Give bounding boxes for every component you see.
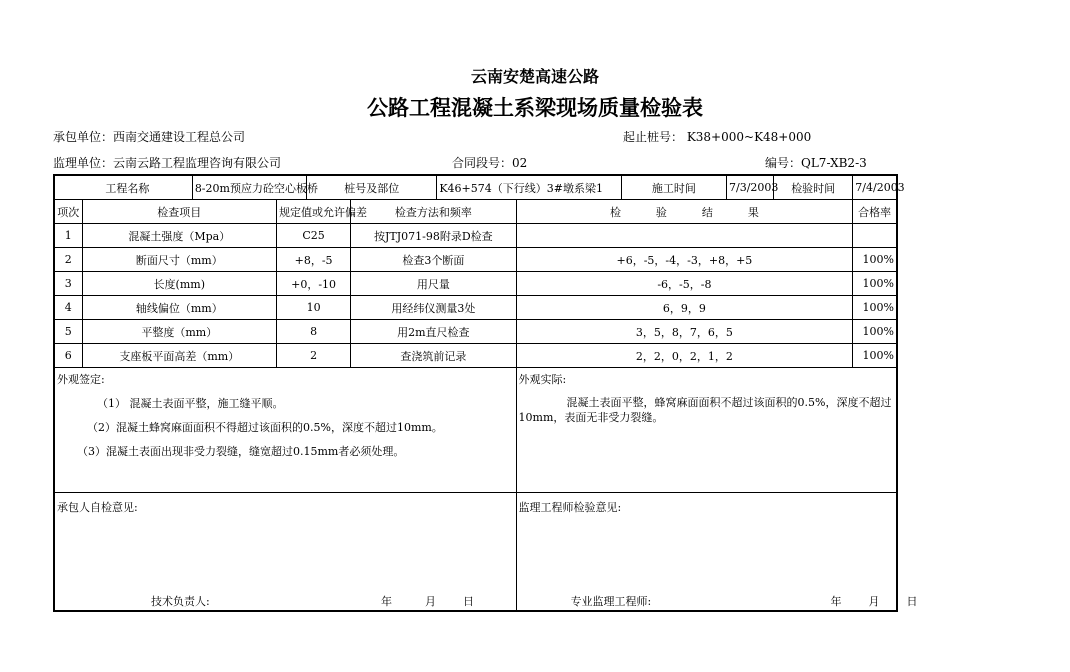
row-method: 用经纬仪测量3处 xyxy=(351,296,516,320)
col-method: 检查方法和频率 xyxy=(351,200,516,224)
sign-day: 日 xyxy=(906,595,918,608)
appearance-actual-label: 外观实际: xyxy=(518,373,567,386)
table-row xyxy=(54,296,897,320)
appearance-spec-label: 外观签定: xyxy=(57,373,105,386)
project-label: 工程名称 xyxy=(54,175,192,200)
supervisor-opinion xyxy=(516,493,918,612)
inspect-time-label: 检验时间 xyxy=(774,175,853,200)
table-row xyxy=(54,272,897,296)
row-item: 平整度（mm） xyxy=(82,320,276,344)
row-tolerance: 8 xyxy=(277,320,351,344)
row-item: 支座板平面高差（mm） xyxy=(82,344,276,368)
row-no: 6 xyxy=(54,344,82,368)
construct-time-value: 7/3/2003 xyxy=(727,175,774,200)
row-tolerance: 10 xyxy=(277,296,351,320)
supervisor-unit: 监理单位：云南云路工程监理咨询有限公司 xyxy=(53,156,282,170)
row-result: 2，2，0，2，1，2 xyxy=(516,344,853,368)
row-rate: 100% xyxy=(853,320,897,344)
appearance-actual-text: 混凝土表面平整，蜂窝麻面面积不超过该面积的0.5%，深度不超过10mm，表面无非受力裂缝。 xyxy=(518,396,892,424)
row-method: 按JTJ071-98附录D检查 xyxy=(351,224,516,248)
row-method: 用2m直尺检查 xyxy=(351,320,516,344)
appearance-spec-2: （2）混凝土蜂窝麻面面积不得超过该面积的0.5%，深度不超过10mm。 xyxy=(87,421,443,434)
supervisor-opinion-label: 监理工程师检验意见: xyxy=(518,501,622,514)
col-item: 检查项目 xyxy=(82,200,276,224)
project-value: 8-20m预应力砼空心板桥 xyxy=(192,175,306,200)
row-method: 查浇筑前记录 xyxy=(351,344,516,368)
appearance-spec-3: （3）混凝土表面出现非受力裂缝，缝宽超过0.15mm者必须处理。 xyxy=(77,445,405,458)
row-rate: 100% xyxy=(853,296,897,320)
position-value: K46+574（下行线）3#墩系梁1 xyxy=(437,175,621,200)
col-tolerance: 规定值或允许偏差 xyxy=(277,200,351,224)
row-tolerance: +8，-5 xyxy=(277,248,351,272)
row-result xyxy=(516,224,853,248)
table-row xyxy=(54,320,897,344)
contractor-opinion-label: 承包人自检意见: xyxy=(57,501,138,514)
col-rate: 合格率 xyxy=(853,200,897,224)
opinion-row xyxy=(54,493,897,612)
column-header-row xyxy=(54,200,897,224)
inspect-time-value: 7/4/2003 xyxy=(853,175,897,200)
station-range: 起止桩号： K38+000~K48+000 xyxy=(623,130,812,144)
sign-year: 年 xyxy=(381,595,392,608)
row-method: 用尺量 xyxy=(351,272,516,296)
col-no: 项次 xyxy=(54,200,82,224)
contractor-unit: 承包单位：西南交通建设工程总公司 xyxy=(53,130,246,144)
row-item: 断面尺寸（mm） xyxy=(82,248,276,272)
sign-month: 月 xyxy=(425,595,436,608)
row-no: 2 xyxy=(54,248,82,272)
sign-month: 月 xyxy=(868,595,880,608)
row-result: -6，-5，-8 xyxy=(516,272,853,296)
table-row xyxy=(54,224,897,248)
construct-time-label: 施工时间 xyxy=(621,175,726,200)
row-item: 长度(mm) xyxy=(82,272,276,296)
appearance-spec xyxy=(54,368,516,493)
engineer-sign-label: 专业监理工程师: xyxy=(570,595,652,608)
row-item: 混凝土强度（Mpa） xyxy=(82,224,276,248)
info-row xyxy=(54,175,897,200)
row-tolerance: 2 xyxy=(277,344,351,368)
row-rate xyxy=(853,224,897,248)
serial-number: 编号：QL7-XB2-3 xyxy=(765,156,867,170)
tech-lead-sign-label: 技术负责人: xyxy=(151,595,210,608)
row-rate: 100% xyxy=(853,248,897,272)
appearance-row xyxy=(54,368,897,493)
row-method: 检查3个断面 xyxy=(351,248,516,272)
position-label: 桩号及部位 xyxy=(307,175,437,200)
row-item: 轴线偏位（mm） xyxy=(82,296,276,320)
appearance-actual xyxy=(516,368,897,493)
col-result: 检 验 结 果 xyxy=(516,200,853,224)
row-tolerance: C25 xyxy=(277,224,351,248)
row-result: 3，5，8，7，6，5 xyxy=(516,320,853,344)
appearance-spec-1: （1） 混凝土表面平整，施工缝平顺。 xyxy=(97,397,284,410)
sign-day: 日 xyxy=(463,595,474,608)
row-result: 6，9，9 xyxy=(516,296,853,320)
row-no: 1 xyxy=(54,224,82,248)
contractor-opinion xyxy=(54,493,516,612)
project-title: 云南安楚高速公路 xyxy=(470,67,599,86)
row-no: 5 xyxy=(54,320,82,344)
row-result: +6，-5，-4，-3，+8，+5 xyxy=(516,248,853,272)
row-no: 4 xyxy=(54,296,82,320)
row-no: 3 xyxy=(54,272,82,296)
row-tolerance: +0，-10 xyxy=(277,272,351,296)
contract-section: 合同段号：02 xyxy=(452,156,528,170)
row-rate: 100% xyxy=(853,344,897,368)
form-title: 公路工程混凝土系梁现场质量检验表 xyxy=(367,95,703,120)
row-rate: 100% xyxy=(853,272,897,296)
table-row xyxy=(54,248,897,272)
sign-year: 年 xyxy=(830,595,842,608)
inspection-table xyxy=(53,174,918,612)
table-row xyxy=(54,344,897,368)
